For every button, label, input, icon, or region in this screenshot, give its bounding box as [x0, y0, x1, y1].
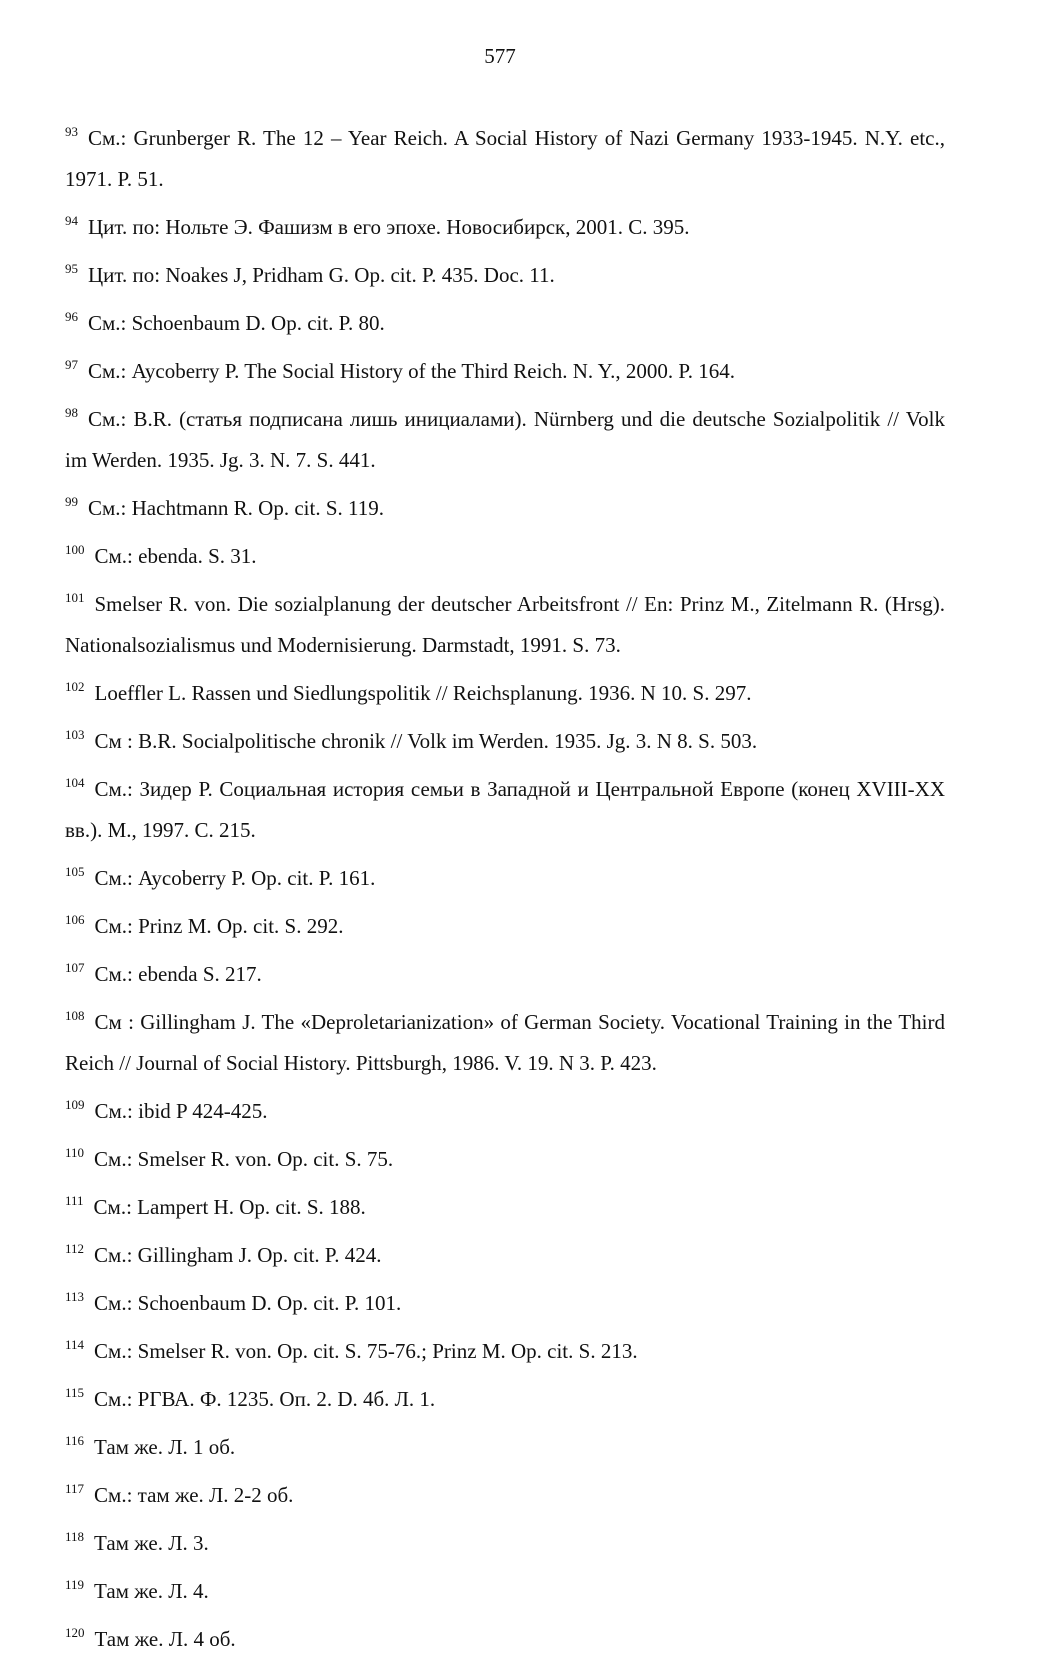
footnote-number: 107 — [65, 960, 85, 975]
footnote-number: 114 — [65, 1337, 85, 1352]
footnote-text: Smelser R. von. Die sozialplanung der deutscher Arbeitsfront // En: Prinz M., Zitelmann R. (Hrsg). Nationalsozialismus und Modernisierung. Darmstadt, 1991. S. 73. — [65, 592, 945, 657]
footnote — [65, 1180, 945, 1228]
footnote — [65, 762, 945, 851]
footnote-text: См.: B.R. (статья подписана лишь инициалами). Nürnberg und die deutsche Sozialpolitik // Volk im Werden. 1935. Jg. 3. N. 7. S. 441. — [65, 407, 945, 472]
footnote-number: 99 — [65, 494, 78, 509]
footnote-number: 120 — [65, 1625, 85, 1640]
footnote — [65, 1564, 945, 1612]
footnote-text: См.: ebenda S. 217. — [94, 962, 262, 986]
footnote — [65, 481, 945, 529]
footnote-number: 108 — [65, 1008, 85, 1023]
footnote-text: Там же. Л. 3. — [94, 1531, 209, 1555]
footnote — [65, 577, 945, 666]
footnote-text: См.: там же. Л. 2-2 об. — [94, 1483, 294, 1507]
footnote-text: См.: Schoenbaum D. Op. cit. P. 80. — [88, 311, 385, 335]
footnote — [65, 1516, 945, 1564]
footnote-number: 93 — [65, 124, 78, 139]
footnote-number: 97 — [65, 357, 78, 372]
footnote-number: 101 — [65, 590, 85, 605]
footnote-text: Цит. по: Noakes J, Pridham G. Op. cit. P. 435. Doc. 11. — [88, 263, 555, 287]
footnote-number: 109 — [65, 1097, 85, 1112]
footnote-number: 104 — [65, 775, 85, 790]
footnote-text: Loeffler L. Rassen und Siedlungspolitik // Reichsplanung. 1936. N 10. S. 297. — [94, 681, 752, 705]
footnote — [65, 111, 945, 200]
footnote — [65, 1132, 945, 1180]
footnote — [65, 1468, 945, 1516]
footnote-text: Там же. Л. 1 об. — [94, 1435, 236, 1459]
footnote-text: См.: Gillingham J. Op. cit. P. 424. — [94, 1243, 382, 1267]
footnote-text: См : Gillingham J. The «Deproletarianization» of German Society. Vocational Training in the Third Reich // Journal of Social History. Pittsburgh, 1986. V. 19. N 3. P. 423. — [65, 1010, 945, 1075]
footnote-text: Там же. Л. 4 об. — [94, 1627, 236, 1651]
footnote — [65, 1324, 945, 1372]
footnote — [65, 296, 945, 344]
footnote-text: См.: Grunberger R. The 12 – Year Reich. A Social History of Nazi Germany 1933-1945. N.Y. etc., 1971. P. 51. — [65, 126, 945, 191]
footnote — [65, 995, 945, 1084]
footnote-text: См.: Aycoberry P. Op. cit. P. 161. — [94, 866, 376, 890]
footnote-number: 110 — [65, 1145, 85, 1160]
footnote — [65, 344, 945, 392]
footnote-number: 118 — [65, 1529, 85, 1544]
footnote-text: См.: Prinz M. Op. cit. S. 292. — [94, 914, 344, 938]
footnote-number: 106 — [65, 912, 85, 927]
footnote-text: См.: ibid P 424-425. — [94, 1099, 268, 1123]
footnote-text: См.: РГВА. Ф. 1235. Оп. 2. D. 4б. Л. 1. — [94, 1387, 436, 1411]
footnote — [65, 248, 945, 296]
footnote-text: См.: Schoenbaum D. Op. cit. P. 101. — [94, 1291, 402, 1315]
footnote — [65, 1276, 945, 1324]
footnote — [65, 851, 945, 899]
footnote-number: 117 — [65, 1481, 85, 1496]
footnote-number: 112 — [65, 1241, 85, 1256]
footnote-number: 98 — [65, 405, 78, 420]
footnote-number: 102 — [65, 679, 85, 694]
footnote-number: 103 — [65, 727, 85, 742]
footnote-number: 94 — [65, 213, 78, 228]
footnote-text: Цит. по: Нольте Э. Фашизм в его эпохе. Новосибирск, 2001. С. 395. — [88, 215, 690, 239]
footnote-text: См.: Smelser R. von. Op. cit. S. 75. — [94, 1147, 394, 1171]
footnote-number: 115 — [65, 1385, 85, 1400]
footnote-text: См.: Smelser R. von. Op. cit. S. 75-76.; Prinz M. Op. cit. S. 213. — [94, 1339, 638, 1363]
footnote — [65, 899, 945, 947]
footnote-number: 95 — [65, 261, 78, 276]
footnote-text: Там же. Л. 4. — [94, 1579, 209, 1603]
footnote — [65, 1420, 945, 1468]
footnote — [65, 200, 945, 248]
footnote-number: 113 — [65, 1289, 85, 1304]
footnote-number: 96 — [65, 309, 78, 324]
footnote-text: См.: ebenda. S. 31. — [94, 544, 257, 568]
footnote — [65, 666, 945, 714]
footnote-text: См.: Hachtmann R. Op. cit. S. 119. — [88, 496, 384, 520]
footnote — [65, 1612, 945, 1660]
footnote — [65, 1084, 945, 1132]
footnote — [65, 1228, 945, 1276]
footnote-number: 111 — [65, 1193, 84, 1208]
footnote-text: См.: Зидер Р. Социальная история семьи в Западной и Центральной Европе (конец XVIII-XX вв.). М., 1997. С. 215. — [65, 777, 945, 842]
footnotes-list — [65, 111, 945, 1660]
footnote — [65, 1372, 945, 1420]
footnote-text: См : B.R. Socialpolitische chronik // Volk im Werden. 1935. Jg. 3. N 8. S. 503. — [94, 729, 758, 753]
footnote — [65, 947, 945, 995]
page-number: 577 — [484, 44, 516, 68]
footnote-number: 119 — [65, 1577, 85, 1592]
footnote — [65, 392, 945, 481]
footnote-text: См.: Aycoberry P. The Social History of the Third Reich. N. Y., 2000. P. 164. — [88, 359, 735, 383]
footnote — [65, 714, 945, 762]
footnote — [65, 529, 945, 577]
footnote-number: 105 — [65, 864, 85, 879]
footnote-number: 100 — [65, 542, 85, 557]
footnote-number: 116 — [65, 1433, 85, 1448]
footnote-text: См.: Lampert H. Op. cit. S. 188. — [93, 1195, 366, 1219]
